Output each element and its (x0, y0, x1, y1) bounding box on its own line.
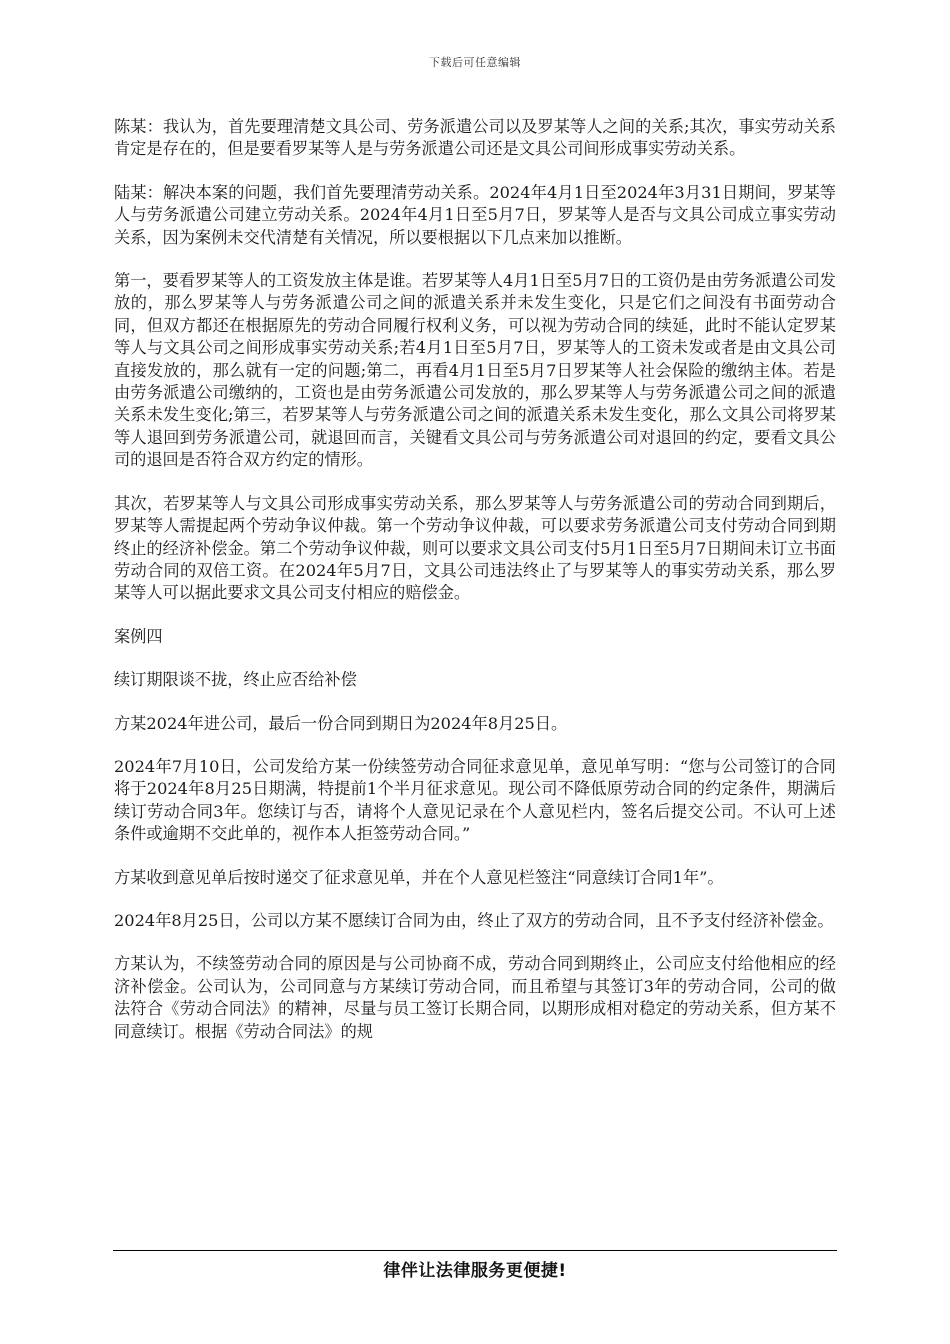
document-body (114, 116, 836, 1064)
paragraph-second-point: 其次，若罗某等人与文具公司形成事实劳动关系，那么罗某等人与劳务派遣公司的劳动合同到期后，罗某等人需提起两个劳动争议仲裁。第一个劳动争议仲裁，可以要求劳务派遣公司支付劳动合同到期终止的经济补偿金。第二个劳动争议仲裁，则可以要求文具公司支付5月1日至5月7日期间未订立书面劳动合同的双倍工资。在2024年5月7日，文具公司违法终止了与罗某等人的事实劳动关系，那么罗某等人可以据此要求文具公司支付相应的赔偿金。 (114, 493, 836, 603)
paragraph-termination: 2024年8月25日，公司以方某不愿续订合同为由，终止了双方的劳动合同，且不予支付经济补偿金。 (114, 910, 834, 930)
footer-divider (113, 1250, 837, 1251)
paragraph-opinion-form: 2024年7月10日，公司发给方某一份续签劳动合同征求意见单，意见单写明：“您与公司签订的合同将于2024年8月25日期满，特提前1个半月征求意见。现公司不降低原劳动合同的约定条件，期满后续订劳动合同3年。您续订与否，请将个人意见记录在个人意见栏内，签名后提交公司。不认可上述条件或逾期不交此单的，视作本人拒签劳动合同。” (114, 756, 836, 844)
case-title: 续订期限谈不拢，终止应否给补偿 (114, 670, 357, 690)
case-heading: 案例四 (114, 626, 163, 646)
paragraph-case-intro: 方某2024年进公司，最后一份合同到期日为2024年8月25日。 (114, 713, 568, 733)
paragraph-first-point: 第一，要看罗某等人的工资发放主体是谁。若罗某等人4月1日至5月7日的工资仍是由劳务派遣公司发放的，那么罗某等人与劳务派遣公司之间的派遣关系并未发生变化，只是它们之间没有书面劳动合同，但双方都还在根据原先的劳动合同履行权利义务，可以视为劳动合同的续延，此时不能认定罗某等人与文具公司之间形成事实劳动关系;若4月1日至5月7日，罗某等人的工资未发或者是由文具公司直接发放的，那么就有一定的问题;第二，再看4月1日至5月7日罗某等人社会保险的缴纳主体。若是由劳务派遣公司缴纳的，工资也是由劳务派遣公司发放的，那么罗某等人与劳务派遣公司之间的派遣关系未发生变化;第三，若罗某等人与劳务派遣公司之间的派遣关系未发生变化，那么文具公司将罗某等人退回到劳务派遣公司，就退回而言，关键看文具公司与劳务派遣公司对退回的约定，要看文具公司的退回是否符合双方约定的情形。 (114, 271, 836, 470)
paragraph-fang-reply: 方某收到意见单后按时递交了征求意见单，并在个人意见栏签注“同意续订合同1年”。 (114, 867, 724, 887)
footer-slogan: 律伴让法律服务更便捷! (383, 1261, 567, 1281)
paragraph-dispute: 方某认为，不续签劳动合同的原因是与公司协商不成，劳动合同到期终止，公司应支付给他相应的经济补偿金。公司认为，公司同意与方某续订劳动合同，而且希望与其签订3年的劳动合同，公司的做法符合《劳动合同法》的精神，尽量与员工签订长期合同，以期形成相对稳定的劳动关系，但方某不同意续订。根据《劳动合同法》的规 (114, 954, 836, 1041)
header-note: 下载后可任意编辑 (429, 56, 521, 69)
paragraph-chen-opinion: 陈某：我认为，首先要理清楚文具公司、劳务派遣公司以及罗某等人之间的关系;其次，事实劳动关系肯定是存在的，但是要看罗某等人是与劳务派遣公司还是文具公司间形成事实劳动关系。 (114, 117, 836, 159)
paragraph-lu-opinion: 陆某：解决本案的问题，我们首先要理清劳动关系。2024年4月1日至2024年3月31日期间，罗某等人与劳务派遣公司建立劳动关系。2024年4月1日至5月7日，罗某等人是否与文具公司成立事实劳动关系，因为案例未交代清楚有关情况，所以要根据以下几点来加以推断。 (114, 182, 836, 247)
